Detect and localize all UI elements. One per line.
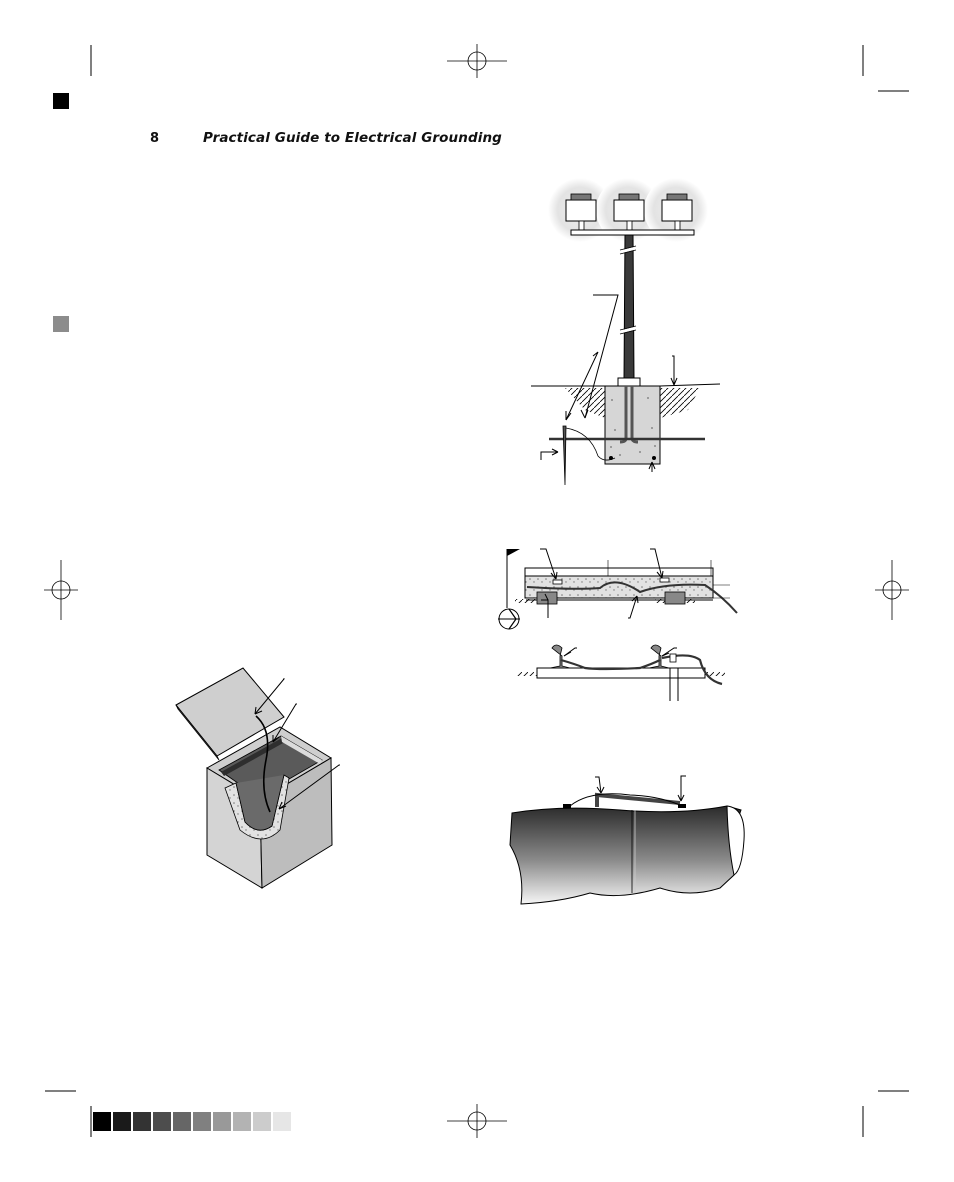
color-swatch [233,1112,251,1131]
vault-box-figure [176,668,340,888]
color-swatch [153,1112,171,1131]
color-swatch [213,1112,231,1131]
light-pole-figure [531,178,720,485]
rail-section-figure [517,645,725,701]
color-swatch [193,1112,211,1131]
page-number: 8 [150,131,160,146]
print-color-bar [93,1112,293,1131]
color-swatch [93,1112,111,1131]
color-swatch [113,1112,131,1131]
color-swatch [273,1112,291,1131]
color-swatch [253,1112,271,1131]
deck-section-figure [498,549,737,629]
color-swatch [173,1112,191,1131]
color-swatch [133,1112,151,1131]
running-title: Practical Guide to Electrical Grounding [203,130,502,146]
pipe-figure [510,776,744,904]
